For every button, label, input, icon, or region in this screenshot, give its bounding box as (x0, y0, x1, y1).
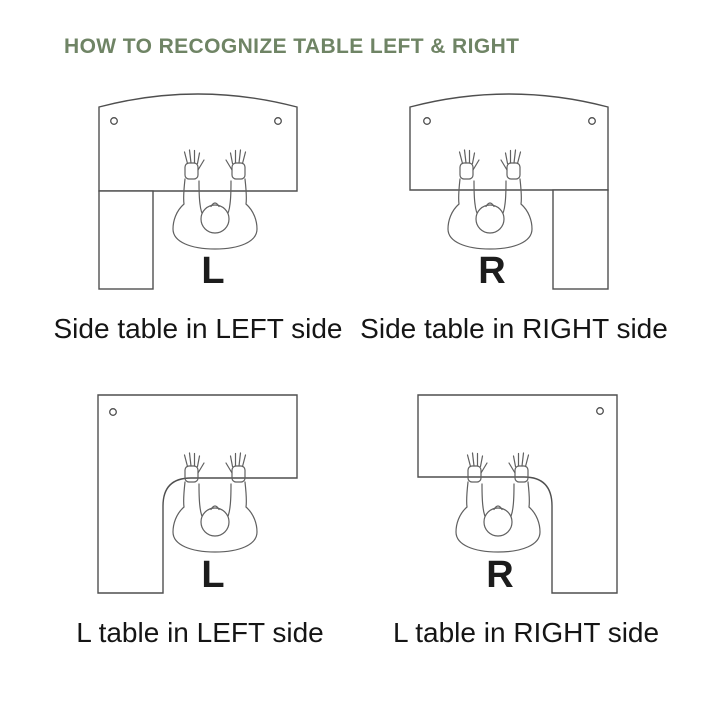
l-desk-top (418, 395, 617, 596)
diagram-l-table-right (408, 385, 627, 603)
l-desk-top (98, 395, 297, 596)
caption-side-table-left: Side table in LEFT side (53, 313, 343, 344)
orientation-letter-right: R (478, 250, 506, 292)
grommet-hole-right (589, 118, 596, 125)
page-title: HOW TO RECOGNIZE TABLE LEFT & RIGHT (64, 35, 520, 58)
grommet-hole-left (424, 118, 431, 125)
caption-l-table-left: L table in LEFT side (76, 617, 324, 648)
grommet-hole (110, 409, 117, 416)
desk-top (410, 94, 608, 190)
orientation-letter-left: L (201, 250, 225, 292)
orientation-letter-right: R (486, 554, 514, 596)
caption-l-table-right: L table in RIGHT side (392, 617, 660, 648)
orientation-letter-left: L (201, 554, 225, 596)
grommet-hole-left (111, 118, 118, 125)
caption-side-table-right: Side table in RIGHT side (360, 313, 668, 344)
side-table-right-panel (553, 190, 608, 289)
grommet-hole (597, 408, 604, 415)
grommet-hole-right (275, 118, 282, 125)
diagram-l-table-left (88, 385, 308, 603)
side-table-left-panel (99, 191, 153, 289)
